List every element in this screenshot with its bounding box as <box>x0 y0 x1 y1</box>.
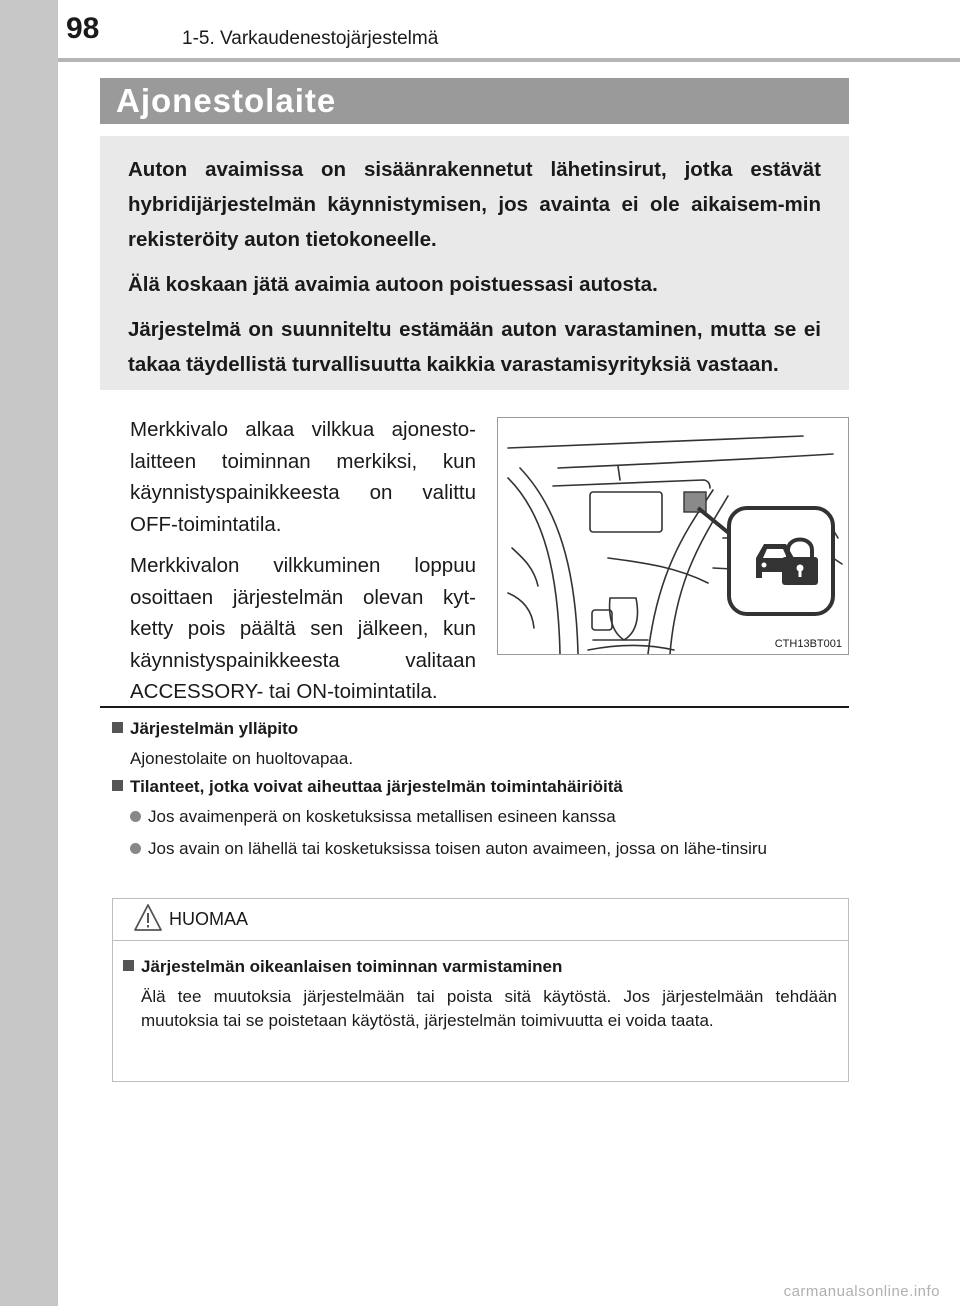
malfunction-section <box>112 775 852 861</box>
page-title: Ajonestolaite <box>116 82 337 119</box>
intro-paragraph-3: Järjestelmä on suunniteltu estämään auton varastaminen, mutta se ei takaa täydellistä turvallisuutta kaikkia varastamisyrityksiä vastaan. <box>128 318 821 376</box>
notice-heading-text: Järjestelmän oikeanlaisen toiminnan varmistaminen <box>141 957 563 976</box>
maintenance-heading-text: Järjestelmän ylläpito <box>130 719 299 738</box>
circle-bullet-icon <box>130 811 141 822</box>
square-bullet-icon <box>112 722 123 733</box>
side-margin-bar <box>0 0 58 1306</box>
section-label: 1-5. Varkaudenestojärjestelmä <box>182 28 439 49</box>
body-paragraph-1: Merkkivalo alkaa vilkkua ajonesto-laitteen toiminnan merkiksi, kun käynnistyspainikkeesta on valittu OFF-toimintatila. <box>130 418 476 536</box>
malfunction-bullet-2 <box>130 837 852 861</box>
notice-heading <box>123 955 837 979</box>
title-bar <box>100 78 849 124</box>
intro-paragraph-1: Auton avaimissa on sisäänrakennetut lähetinsirut, jotka estävät hybridijärjestelmän käynnistymisen, jos avainta ei ole aikaisem-min rekisteröity auton tietokoneelle. <box>128 158 821 251</box>
section-divider <box>100 706 849 708</box>
maintenance-heading <box>112 717 852 741</box>
malfunction-heading <box>112 775 852 799</box>
page-number: 98 <box>66 12 100 45</box>
warning-triangle-icon <box>133 903 163 933</box>
malfunction-bullet-1 <box>130 805 852 829</box>
malfunction-heading-text: Tilanteet, jotka voivat aiheuttaa järjestelmän toimintahäiriöitä <box>130 777 623 796</box>
notice-header <box>113 899 848 941</box>
header-rule <box>58 58 960 62</box>
square-bullet-icon <box>112 780 123 791</box>
intro-paragraph-2: Älä koskaan jätä avaimia autoon poistuessasi autosta. <box>128 273 658 296</box>
notice-box <box>112 898 849 1082</box>
watermark: carmanualsonline.info <box>783 1283 940 1300</box>
notice-text: Älä tee muutoksia järjestelmään tai poista sitä käytöstä. Jos järjestelmään tehdään muutoksia tai se poistetaan käytöstä, järjestelmän toimivuutta ei voida taata. <box>141 987 837 1030</box>
figure-code: CTH13BT001 <box>774 638 842 650</box>
maintenance-section <box>112 717 852 771</box>
body-text <box>130 414 476 718</box>
dashboard-drawing <box>498 418 848 654</box>
maintenance-text: Ajonestolaite on huoltovapaa. <box>130 749 354 768</box>
malfunction-bullet-1-text: Jos avaimenperä on kosketuksissa metallisen esineen kanssa <box>148 807 616 826</box>
dashboard-illustration <box>497 417 849 655</box>
notice-content <box>123 955 837 1033</box>
circle-bullet-icon <box>130 843 141 854</box>
intro-box <box>100 136 849 390</box>
body-paragraph-2: Merkkivalon vilkkuminen loppuu osoittaen järjestelmän olevan kyt-ketty pois päältä sen jälkeen, kun käynnistyspainikkeesta valitaan ACCESSORY- tai ON-toimintatila. <box>130 554 476 703</box>
notice-label: HUOMAA <box>169 909 249 929</box>
malfunction-bullet-2-text: Jos avain on lähellä tai kosketuksissa toisen auton avaimeen, jossa on lähe-tinsiru <box>148 839 767 858</box>
square-bullet-icon <box>123 960 134 971</box>
